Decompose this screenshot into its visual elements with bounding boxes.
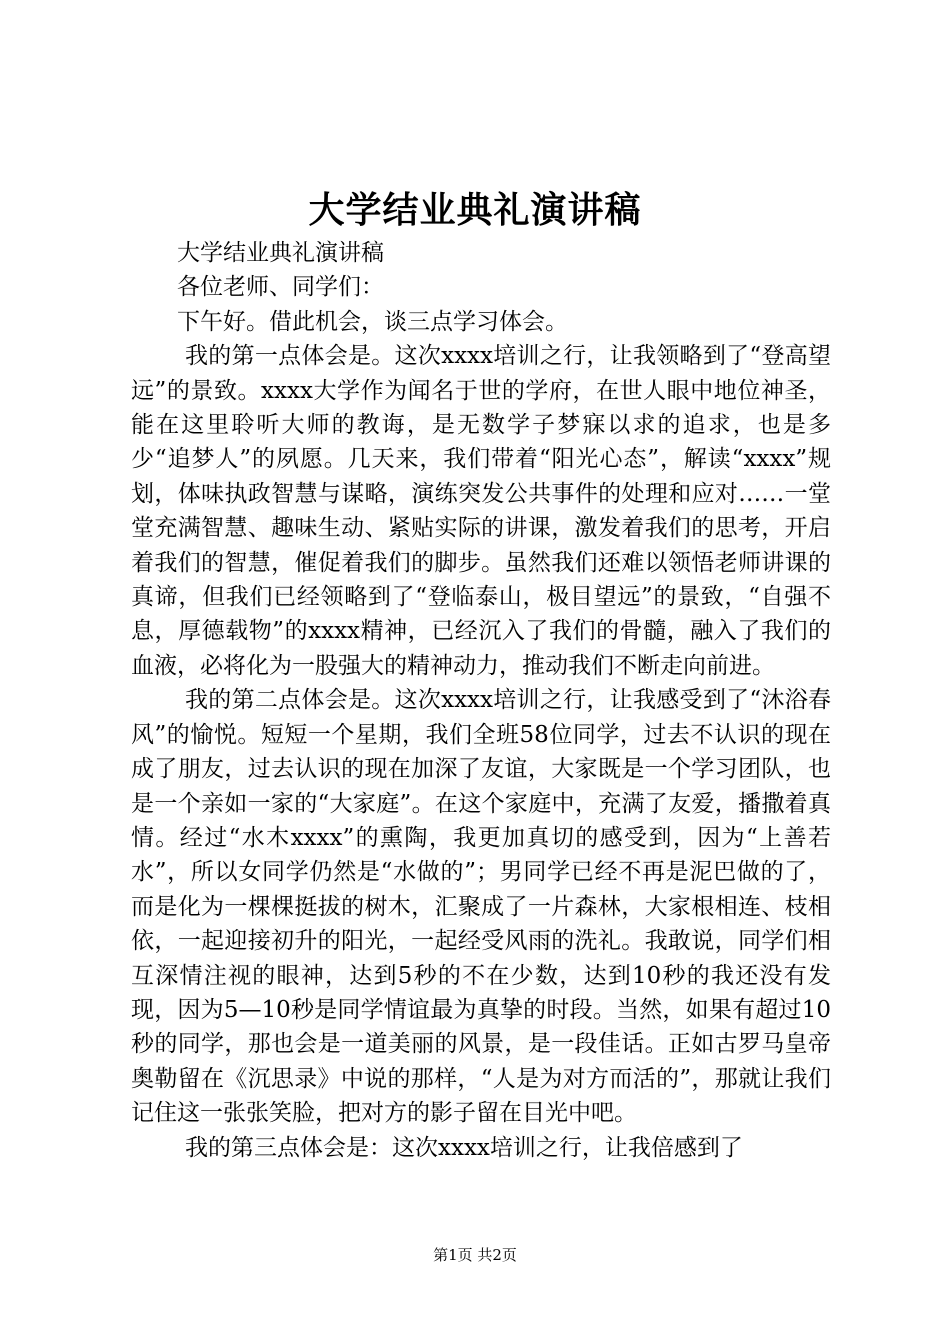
paragraph-third-point: 我的第三点体会是：这次xxxx培训之行，让我倍感到了: [185, 1134, 743, 1161]
page-footer: 第1页 共2页: [433, 1246, 517, 1264]
document-body: [131, 236, 831, 1165]
document-title: 大学结业典礼演讲稿: [308, 189, 642, 231]
paragraph-second-point: 我的第二点体会是。这次xxxx培训之行，让我感受到了“沐浴春风”的愉悦。短短一个星期，我们全班58位同学，过去不认识的现在成了朋友，过去认识的现在加深了友谊，大家既是一个学习团队，也是一个亲如一家的“大家庭”。在这个家庭中，充满了友爱，播撒着真情。经过“水木xxxx”的熏陶，我更加真切的感受到，因为“上善若水”，所以女同学仍然是“水做的”；男同学已经不再是泥巴做的了，而是化为一棵棵挺拔的树木，汇聚成了一片森林，大家根相连、枝相依，一起迎接初升的阳光，一起经受风雨的洗礼。我敢说，同学们相互深情注视的眼神，达到5秒的不在少数，达到10秒的我还没有发现，因为5—10秒是同学情谊最为真挚的时段。当然，如果有超过10秒的同学，那也会是一道美丽的风景，是一段佳话。正如古罗马皇帝奥勒留在《沉思录》中说的那样，“人是为对方而活的”，那就让我们记住这一张张笑脸，把对方的影子留在目光中吧。: [131, 687, 831, 1127]
paragraph-heading: 大学结业典礼演讲稿: [177, 240, 384, 266]
paragraph-greeting: 下午好。借此机会，谈三点学习体会。: [177, 308, 568, 335]
paragraph-first-point: 我的第一点体会是。这次xxxx培训之行，让我领略到了“登高望远”的景致。xxxx大学作为闻名于世的学府，在世人眼中地位神圣，能在这里聆听大师的教诲，是无数学子梦寐以求的追求，也是多少“追梦人”的夙愿。几天来，我们带着“阳光心态”，解读“xxxx”规划，体味执政智慧与谋略，演练突发公共事件的处理和应对……一堂堂充满智慧、趣味生动、紧贴实际的讲课，激发着我们的思考，开启着我们的智慧，催促着我们的脚步。虽然我们还难以领悟老师讲课的真谛，但我们已经领略到了“登临泰山，极目望远”的景致，“自强不息，厚德载物”的xxxx精神，已经沉入了我们的骨髓，融入了我们的血液，必将化为一股强大的精神动力，推动我们不断走向前进。: [131, 343, 831, 679]
paragraph-salutation: 各位老师、同学们：: [177, 274, 384, 301]
